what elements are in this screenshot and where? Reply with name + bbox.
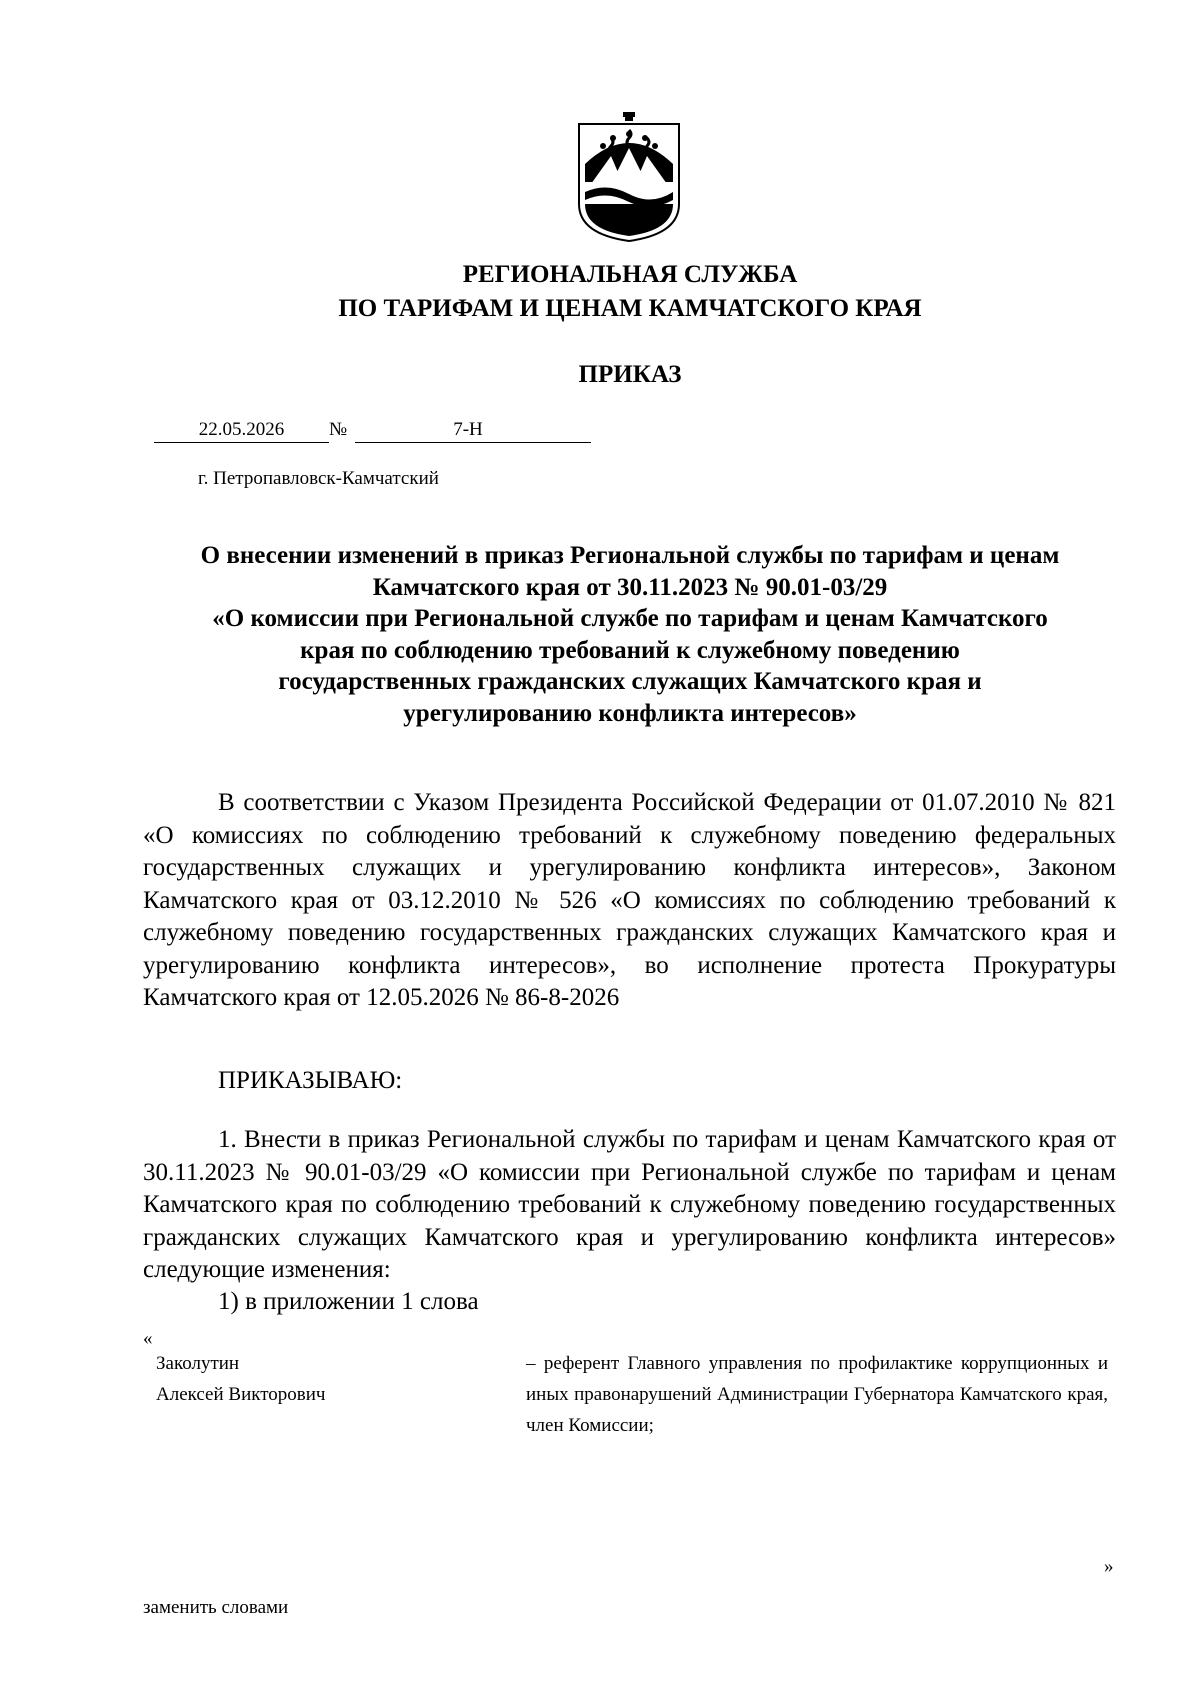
legal-basis-paragraph: В соответствии с Указом Президента Российской Федерации от 01.07.2010 № 821 «О комиссиях по соблюдению требований к служебному поведению федеральных государственных служащих и урегулированию конфликта интересов», Законом Камчатского края от 03.12.2010 № 526 «О комиссиях по соблюдению требований к служебному поведению государственных гражданских служащих Камчатского края и урегулированию конфликта интересов», во исполнение протеста Прокуратуры Камчатского края от 12.05.2026 № 86-8-2026 [143,789,1116,1011]
member-surname: Заколутин [156,1353,240,1374]
document-number: 7-Н [355,418,591,443]
subject-line: края по соблюдению требований к служебному поведению [300,636,960,664]
opening-quote: « [143,1328,153,1349]
replace-with-text: заменить словами [143,1597,289,1618]
number-sign: № [329,419,348,440]
closing-quote: » [1104,1556,1114,1577]
subject-line: «О комиссии при Региональной службе по тарифам и ценам Камчатского [212,605,1048,632]
document-date: 22.05.2026 [154,418,329,443]
subject-line: государственных гражданских служащих Камчатского края и [278,668,982,695]
member-name [156,1348,325,1410]
subject-line: Камчатского края от 30.11.2023 № 90.01-03/29 [372,573,888,601]
member-position: – референт Главного управления по профилактике коррупционных и иных правонарушений Администрации Губернатора Камчатского края, член Комиссии; [526,1353,1108,1436]
document-type: ПРИКАЗ [578,361,682,388]
document-subject [130,540,1130,729]
organization-name-line1: РЕГИОНАЛЬНАЯ СЛУЖБА [462,261,798,288]
member-given-names: Алексей Викторович [156,1384,326,1405]
document-requisites [154,418,591,443]
subject-line: урегулированию конфликта интересов» [403,699,857,727]
kamchatka-coat-of-arms-icon [577,112,681,242]
order-word: ПРИКАЗЫВАЮ: [218,1067,403,1094]
document-city: г. Петропавловск-Камчатский [198,468,439,489]
subject-line: О внесении изменений в приказ Региональной службы по тарифам и ценам [200,542,1060,569]
item-1-paragraph: 1. Внести в приказ Региональной службы по тарифам и ценам Камчатского края от 30.11.2023 № 90.01-03/29 «О комиссии при Региональной службе по тарифам и ценам Камчатского края по соблюдению требований к служебному поведению государственных гражданских служащих Камчатского края и урегулированию конфликта интересов» следующие изменения: [143,1126,1116,1283]
subitem-1-paragraph: 1) в приложении 1 слова [218,1288,479,1315]
organization-name-line2: ПО ТАРИФАМ И ЦЕНАМ КАМЧАТСКОГО КРАЯ [338,295,922,322]
